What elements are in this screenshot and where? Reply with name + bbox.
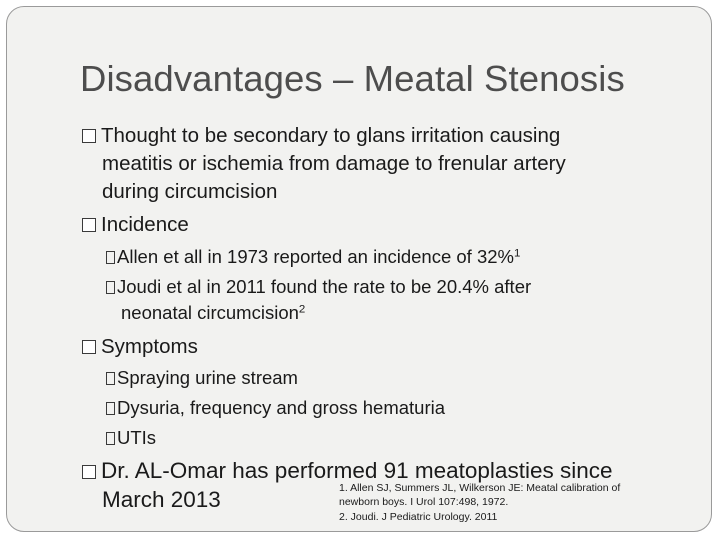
bullet-thought-cont: during circumcision [102,180,278,203]
bullet-box-icon [82,340,96,354]
sub-bullet-text: Joudi et al in 2011 found the rate to be 20.4% after [117,276,532,297]
footnote-2: 2. Joudi. J Pediatric Urology. 2011 [339,511,498,523]
sub-bullet-joudi [106,276,531,298]
sub-bullet-utis [106,427,156,449]
sub-bullet-text: UTIs [117,427,157,448]
sub-bullet-box-icon [106,432,115,445]
sub-bullet-text: Allen et all in 1973 reported an incidence of 32% [117,246,514,267]
bullet-dr-alomar [82,458,612,484]
footnote-1-line-1: 1. Allen SJ, Summers JL, Wilkerson JE: Meatal calibration of [339,482,621,494]
bullet-thought-cont: meatitis or ischemia from damage to frenular artery [102,152,566,175]
sub-bullet-text: Dysuria, frequency and gross hematuria [117,397,446,418]
bullet-text: Dr. AL-Omar has performed 91 meatoplasties since [101,458,613,483]
bullet-box-icon [82,129,96,143]
bullet-text: Thought to be secondary to glans irritation causing [101,124,561,147]
bullet-thought [82,124,560,148]
sub-bullet-dysuria [106,397,445,419]
sub-bullet-box-icon [106,402,115,415]
sub-bullet-spraying [106,367,298,389]
bullet-box-icon [82,465,96,479]
bullet-symptoms [82,335,198,359]
bullet-text: Incidence [101,213,189,236]
sub-bullet-box-icon [106,281,115,294]
bullet-dr-alomar-cont: March 2013 [102,487,221,512]
bullet-incidence [82,213,189,237]
sub-bullet-joudi-cont [121,302,305,324]
bullet-box-icon [82,218,96,232]
sub-bullet-box-icon [106,251,115,264]
sub-bullet-allen [106,246,520,268]
sub-bullet-box-icon [106,372,115,385]
footnote-ref: 1 [514,247,521,260]
slide-title: Disadvantages – Meatal Stenosis [80,58,625,99]
sub-bullet-text: neonatal circumcision [121,302,299,323]
footnote-1-line-2: newborn boys. I Urol 107:498, 1972. [339,496,509,508]
sub-bullet-text: Spraying urine stream [117,367,298,388]
bullet-text: Symptoms [101,335,198,358]
footnote-ref: 2 [298,303,306,316]
